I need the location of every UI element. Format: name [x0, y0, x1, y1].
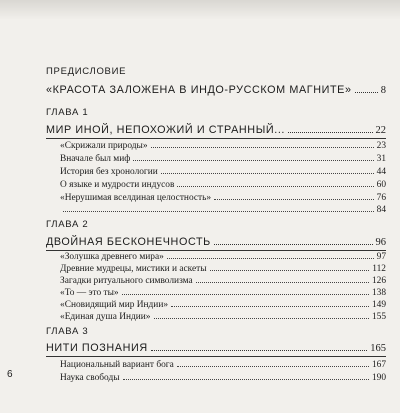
toc-item-title: Наука свободы [60, 373, 120, 383]
toc-item-page: 44 [376, 167, 386, 177]
leader-dots [288, 132, 372, 133]
leader-dots [151, 147, 374, 148]
toc-item[interactable] [60, 300, 386, 310]
toc-item[interactable] [60, 193, 386, 203]
chapter-3-entry[interactable] [46, 342, 386, 354]
chapter-1-entry[interactable] [46, 124, 386, 136]
toc-item[interactable] [60, 373, 386, 383]
chapter-2-entry[interactable] [46, 236, 386, 248]
leader-dots [177, 186, 373, 187]
toc-item-title: Загадки ритуального символизма [60, 276, 193, 286]
preface-page: 8 [380, 85, 386, 96]
toc-item-title: Древние мудрецы, мистики и аскеты [60, 264, 207, 274]
toc-item-title: О языке и мудрости индусов [60, 180, 175, 190]
toc-item[interactable] [60, 288, 386, 298]
leader-dots [123, 379, 369, 380]
toc-item-page: 155 [371, 312, 386, 322]
leader-dots [161, 173, 374, 174]
preface-title: «КРАСОТА ЗАЛОЖЕНА В ИНДО-РУССКОМ МАГНИТЕ» [46, 84, 352, 96]
chapter-3-title: НИТИ ПОЗНАНИЯ [46, 342, 148, 354]
toc-item[interactable] [60, 141, 386, 151]
toc-item[interactable] [60, 180, 386, 190]
chapter-2-page: 96 [375, 237, 386, 248]
toc-item-page: 126 [371, 276, 386, 286]
preface-heading: ПРЕДИСЛОВИЕ [46, 66, 127, 77]
toc-item[interactable] [60, 264, 386, 274]
leader-dots [196, 282, 369, 283]
toc-item-title: «То — это ты» [60, 288, 119, 298]
chapter-3-rule [46, 356, 386, 357]
toc-item-page: 112 [372, 264, 386, 274]
chapter-3-page: 165 [370, 343, 386, 354]
toc-item[interactable] [60, 154, 386, 164]
chapter-1-rule [46, 138, 386, 139]
chapter-1-page: 22 [375, 125, 386, 136]
leader-dots [171, 306, 369, 307]
toc-item[interactable] [60, 276, 386, 286]
leader-dots [167, 258, 374, 259]
preface-entry[interactable] [46, 84, 386, 96]
page-number: 6 [7, 369, 13, 380]
toc-item-title: «Скрижали природы» [60, 141, 148, 151]
chapter-3-heading: ГЛАВА 3 [46, 326, 89, 337]
toc-item-title: «Нерушимая вселдиная целостность» [60, 193, 212, 203]
page-top-shadow [0, 0, 400, 20]
toc-item-page: 23 [376, 141, 386, 151]
toc-item[interactable] [60, 312, 386, 322]
toc-item-title: «Сновидящий мир Индии» [60, 300, 169, 310]
toc-item[interactable] [60, 360, 386, 370]
chapter-2-title: ДВОЙНАЯ БЕСКОНЕЧНОСТЬ [46, 236, 211, 248]
chapter-2-heading: ГЛАВА 2 [46, 219, 89, 230]
toc-item-title: Вначале был миф [60, 154, 131, 164]
toc-item-page: 138 [371, 288, 386, 298]
toc-item-page: 97 [376, 252, 386, 262]
leader-dots [214, 244, 373, 245]
chapter-1-title: МИР ИНОЙ, НЕПОХОЖИЙ И СТРАННЫЙ... [46, 124, 286, 136]
leader-dots [122, 294, 369, 295]
toc-item-page: 149 [371, 300, 386, 310]
toc-item[interactable] [60, 205, 386, 215]
toc-item-page: 31 [376, 154, 386, 164]
toc-item-page: 76 [376, 193, 386, 203]
chapter-2-rule [46, 250, 386, 251]
leader-dots [63, 211, 374, 212]
toc-item-page: 84 [376, 205, 386, 215]
toc-item-page: 60 [376, 180, 386, 190]
leader-dots [133, 160, 373, 161]
leader-dots [210, 270, 370, 271]
chapter-1-heading: ГЛАВА 1 [46, 107, 89, 118]
toc-item-title: «Золушка древнего мира» [60, 252, 164, 262]
toc-item[interactable] [60, 252, 386, 262]
leader-dots [177, 366, 369, 367]
toc-item-title: История без хронологии [60, 167, 158, 177]
leader-dots [154, 318, 369, 319]
toc-item-title: «Единая душа Индии» [60, 312, 151, 322]
toc-item-title: Национальный вариант бога [60, 360, 174, 370]
toc-item-page: 190 [371, 373, 386, 383]
toc-item-page: 167 [371, 360, 386, 370]
leader-dots [214, 199, 374, 200]
leader-dots [151, 350, 368, 351]
leader-dots [355, 92, 378, 93]
toc-item[interactable] [60, 167, 386, 177]
